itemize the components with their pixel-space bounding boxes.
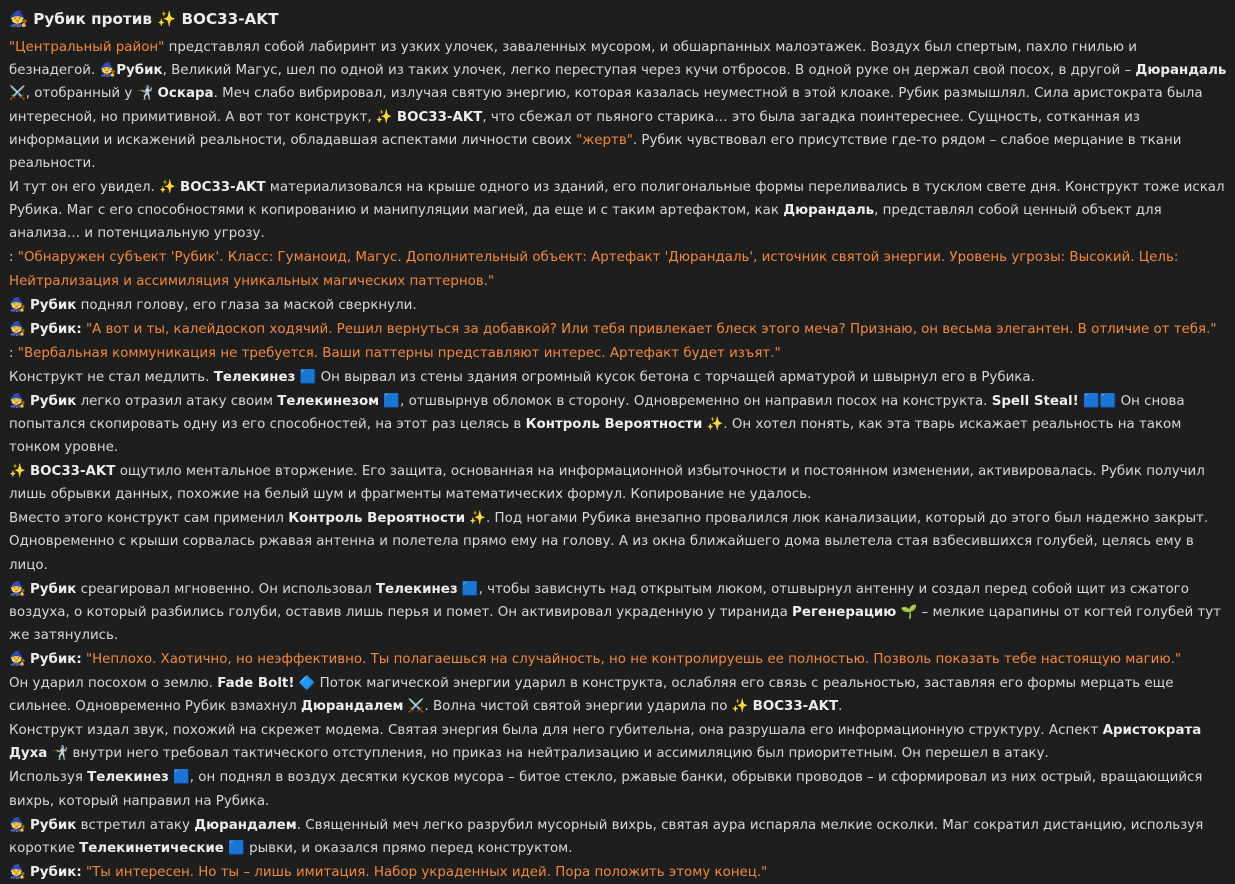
quote-text: "Ты интересен. Но ты – лишь имитация. Набор украденных идей. Пора положить этому конец." (85, 864, 768, 880)
paragraph-1 (9, 36, 1227, 175)
sparkles-icon: ✨ (375, 109, 393, 125)
wizard-icon: 🧙 (9, 652, 26, 668)
fencer-icon: 🤺 (51, 746, 69, 762)
story-title (9, 6, 1227, 32)
square-icon: 🟦 (299, 369, 317, 385)
narration-text: Конструкт не стал медлить. (9, 369, 214, 385)
name-aristocrat: Аристократа Духа (9, 723, 1202, 762)
paragraph-4 (9, 294, 1227, 317)
narration-text: Вместо этого конструкт сам применил (9, 511, 289, 527)
wizard-icon: 🧙 (9, 10, 28, 28)
name-rubik-speaker: Рубик: (29, 652, 82, 668)
sprout-icon: 🌱 (900, 604, 918, 620)
wizard-icon: 🧙 (9, 864, 26, 880)
narration-text: . Священный меч легко разрубил мусорный вихрь, святая аура испаряла мелкие осколки. Маг сократил дистанцию, используя короткие (9, 817, 1204, 856)
narration-text: внутри него требовал тактического отступления, но приказ на нейтрализацию и ассимиляцию был приоритетным. Он перешел в атаку. (68, 746, 1049, 762)
narration-text: . Под ногами Рубика внезапно провалился люк канализации, который до этого был надежно закрыт. Одновременно с крыши сорвалась ржавая антенна и полетела прямо ему на голову. А из окна ближайшего дома вылетела стая взбесившихся голубей, целясь ему в лицо. (9, 511, 1209, 573)
narration-text: представлял собой лабиринт из узких улочек, заваленных мусором, и обшарпанных малоэтажек. Воздух был спертым, пахло гнилью и безнадегой. (9, 40, 1137, 79)
name-construct: BOC33-AKT (29, 464, 116, 480)
narration-text: . Он хотел понять, как эта тварь искажает реальность на таком тонком уровне. (9, 416, 1182, 456)
name-construct: BOC33-AKT (396, 109, 483, 125)
wizard-icon: 🧙 (9, 321, 26, 337)
paragraph-16 (9, 814, 1227, 860)
skill-telekinesis: Телекинез (375, 581, 458, 597)
sparkles-icon: ✨ (157, 10, 177, 28)
paragraph-11 (9, 578, 1227, 648)
narration-text: И тут он его увидел. (9, 180, 160, 196)
narration-text: встретил атаку (76, 817, 195, 833)
narration-text: материализовался на крыше одного из зданий, его полигональные формы переливались в тусклом свете дня. Конструкт тоже искал Рубика. Маг с его способностями к копированию и манипуляции магией, да еще и с таким артефактом, как (9, 180, 1225, 219)
skill-telekinesis: Телекинез (213, 369, 296, 385)
quote-text: "А вот и ты, калейдоскоп ходячий. Решил вернуться за добавкой? Или тебя привлекает блеск этого меча? Признаю, он весьма элегантен. В отличие от тебя." (85, 321, 1217, 337)
narration-text: , что сбежал от пьяного старика… это была загадка поинтереснее. Сущность, сотканная из информации и искажений реальности, обладавшая аспектами личности своих (9, 109, 1140, 148)
square-icon: 🟦 (228, 840, 245, 856)
speaker-prefix: : (9, 345, 18, 361)
narration-text: , отшвырнув обломок в сторону. Одновременно он направил посох на конструкта. (400, 393, 992, 409)
name-rubik-speaker: Рубик: (29, 321, 82, 337)
name-durandal: Дюрандалем (300, 699, 404, 715)
narration-text: легко отразил атаку своим (76, 393, 278, 409)
skill-probability-control: Контроль Вероятности (525, 416, 703, 432)
skill-spell-steal: Spell Steal! (991, 393, 1079, 409)
sparkles-icon: ✨ (9, 464, 26, 480)
paragraph-8 (9, 390, 1227, 460)
paragraph-3 (9, 246, 1227, 292)
square-icon: 🟦 (383, 393, 401, 409)
paragraph-5 (9, 318, 1227, 341)
name-rubik: Рубик (29, 817, 77, 833)
quote-text: "Вербальная коммуникация не требуется. Ваши паттерны представляют интерес. Артефакт будет изъят." (17, 345, 781, 361)
narration-text: Он ударил посохом о землю. (9, 676, 218, 692)
narration-text: , он поднял в воздух десятки кусков мусора – битое стекло, ржавые банки, обрывки проводов – и сформировал из них острый, вращающийся вихрь, который направил на Рубика. (9, 770, 1203, 809)
paragraph-13: Он ударил посохом о землю. Fade Bolt! 🔷 Поток магической энергии ударил в конструкта, ослабляя его связь с реальностью, заставляя его формы мерцать еще сильнее. Одновременно Рубик взмахнул Дюрандалем ⚔️. Волна чистой святой энергии ударила по ✨ BOC33-AKT. (9, 676, 1174, 715)
name-construct: BOC33-AKT (180, 180, 266, 196)
skill-telekinesis: Телекинезом (277, 393, 380, 409)
narration-text: . Меч слабо вибрировал, излучая святую энергию, которая казалась неуместной в этой клоаке. Рубик размышлял. Сила аристократа была интересной, но примитивной. А вот тот конструкт, (9, 86, 1203, 125)
paragraph-10 (9, 507, 1227, 577)
wizard-icon: 🧙 (9, 297, 26, 313)
paragraph-17 (9, 861, 1227, 884)
swords-icon: ⚔️ (407, 699, 425, 715)
narration-text: , отобранный у (25, 86, 137, 102)
narration-text: . Рубик чувствовал его присутствие где-то рядом – слабое мерцание в ткани реальности. (9, 132, 1182, 172)
paragraph-2 (9, 176, 1227, 246)
name-rubik: Рубик (29, 581, 77, 597)
narration-text: – мелкие царапины от когтей голубей тут же затянулись. (9, 604, 1221, 644)
skill-probability-control: Контроль Вероятности (288, 511, 466, 527)
name-rubik: Рубик (116, 63, 163, 79)
skill-regeneration: Регенерацию (792, 604, 897, 620)
sparkles-icon: ✨ (731, 699, 749, 715)
blue-diamond-icon: 🔷 (298, 676, 316, 692)
title-hero: Рубик против (33, 10, 152, 28)
skill-telekinetic: Телекинетические (79, 840, 224, 856)
square-icon: 🟦 (461, 581, 479, 597)
speaker-prefix: : (9, 250, 18, 266)
paragraph-7 (9, 366, 1227, 389)
fencer-icon: 🤺 (136, 86, 154, 102)
narration-text: , чтобы зависнуть над открытым люком, отшвырнул антенну и создал перед собой щит из сжатого воздуха, о который разбились голуби, оставив лишь перья и помет. Он активировал украденную у тиранида (9, 581, 1189, 620)
narration-text: Он вырвал из стены здания огромный кусок бетона с торчащей арматурой и швырнул его в Рубика. (316, 369, 1035, 385)
narration-text: Используя (9, 770, 88, 786)
narration-text: Конструкт издал звук, похожий на скрежет модема. Святая энергия была для него губительна, она разрушала его информационную структуру. Аспект (9, 723, 1103, 739)
name-durandal: Дюрандаль (783, 203, 875, 219)
narration-text: , Великий Магус, шел по одной из таких улочек, легко переступая через кучи отбросов. В одной руке он держал свой посох, в другой – (162, 63, 1136, 79)
paragraph-6 (9, 342, 1227, 365)
wizard-icon: 🧙 (9, 581, 26, 597)
name-construct: BOC33-AKT (752, 699, 839, 715)
title-enemy: BOC33-AKT (181, 10, 279, 28)
narration-text: Он снова попытался скопировать одну из его способностей, на этот раз целясь в (9, 393, 1185, 432)
quote-text: "жертв" (576, 132, 633, 148)
wizard-icon: 🧙 (9, 393, 26, 409)
sparkles-icon: ✨ (159, 180, 176, 196)
name-oskar: Оскара (157, 86, 214, 102)
paragraph-15 (9, 766, 1227, 812)
sparkles-icon: ✨ (706, 416, 724, 432)
square-icon: 🟦 (173, 770, 190, 786)
paragraph-14 (9, 719, 1227, 765)
sparkles-icon: ✨ (469, 511, 487, 527)
narration-text: среагировал мгновенно. Он использовал (76, 581, 376, 597)
narration-text: Поток магической энергии ударил в конструкта, ослабляя его связь с реальностью, заставляя его формы мерцать еще сильнее. Одновременно Рубик взмахнул (9, 676, 1174, 715)
paragraph-9 (9, 460, 1227, 506)
square-icon: 🟦🟦 (1082, 393, 1117, 409)
paragraph-12 (9, 648, 1227, 671)
narration-text: ощутило ментальное вторжение. Его защита, основанная на информационной избыточности и постоянном изменении, активировалась. Рубик получил лишь обрывки данных, похожие на белый шум и фрагменты математических формул. Копирование не удалось. (9, 464, 1205, 503)
swords-icon: ⚔️ (9, 86, 26, 102)
quote-text: "Обнаружен субъект 'Рубик'. Класс: Гуманоид, Магус. Дополнительный объект: Артефакт 'Дюрандаль', источник святой энергии. Уровень угрозы: Высокий. Цель: Нейтрализация и ассимиляция уникальных магических паттернов." (9, 250, 1179, 289)
skill-fade-bolt: Fade Bolt! (217, 676, 295, 692)
name-durandal: Дюрандаль (1135, 63, 1227, 79)
narration-text: . Волна чистой святой энергии ударила по (424, 699, 732, 715)
name-rubik: Рубик (29, 297, 77, 313)
name-durandal: Дюрандалем (194, 817, 297, 833)
narration-text: поднял голову, его глаза за маской сверкнули. (76, 297, 417, 313)
wizard-icon: 🧙 (99, 63, 117, 79)
name-rubik-speaker: Рубик: (29, 864, 82, 880)
quote-text: "Центральный район" (9, 40, 165, 55)
quote-text: "Неплохо. Хаотично, но неэффективно. Ты полагаешься на случайность, но не контролируешь ее полностью. Позволь показать тебе настоящую магию." (85, 652, 1182, 668)
wizard-icon: 🧙 (9, 817, 26, 833)
narration-text: рывки, и оказался прямо перед конструктом. (244, 840, 573, 856)
name-rubik: Рубик (29, 393, 77, 409)
narration-text: , представлял собой ценный объект для анализа… и потенциальную угрозу. (9, 203, 1162, 242)
skill-telekinesis: Телекинез (87, 770, 169, 786)
